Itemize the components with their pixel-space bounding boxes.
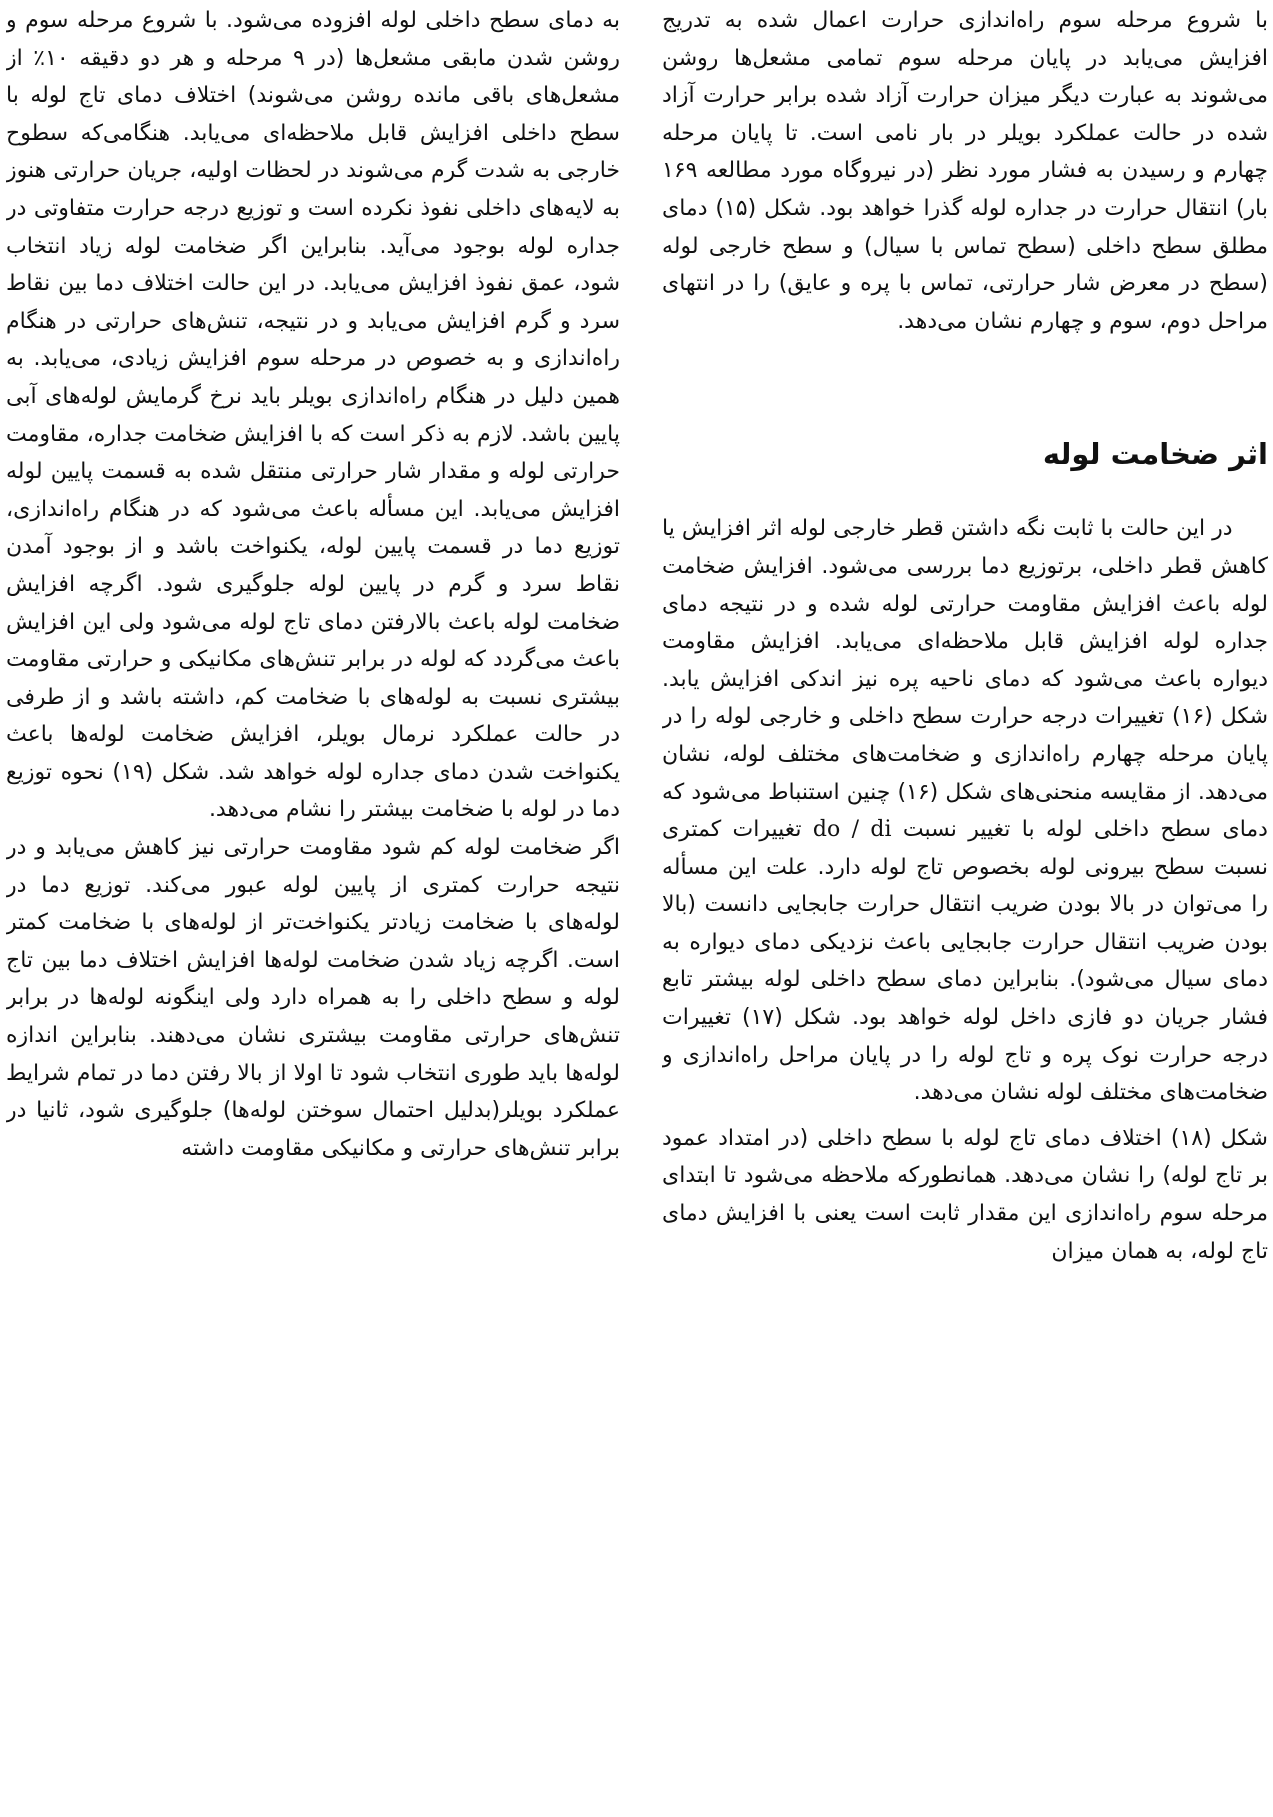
paragraph-tube-thickness-effect — [662, 510, 1268, 1112]
left-column — [6, 2, 620, 1817]
paragraph-temperature-difference: به دمای سطح داخلی لوله افزوده می‌شود. با شروع مرحله سوم و روشن شدن مابقی مشعل‌ها (در ۹ مرحله و هر دو دقیقه ۱۰٪ از مشعل‌های باقی مانده روشن می‌شوند) اختلاف دمای تاج لوله با سطح داخلی افزایش قابل ملاحظه‌ای می‌یابد. هنگامی‌که سطوح خارجی به شدت گرم می‌شوند در لحظات اولیه، جریان حرارتی هنوز به لایه‌های داخلی نفوذ نکرده است و توزیع درجه حرارت متفاوتی در جداره لوله بوجود می‌آید. بنابراین اگر ضخامت لوله زیاد انتخاب شود، عمق نفوذ افزایش می‌یابد. در این حالت اختلاف دما بین نقاط سرد و گرم افزایش می‌یابد و در نتیجه، تنش‌های حرارتی در هنگام راه‌اندازی و به خصوص در مرحله سوم افزایش زیادی، می‌یابد. به همین دلیل در هنگام راه‌اندازی بویلر باید نرخ گرمایش لوله‌های آبی پایین باشد. لازم به ذکر است که با افزایش ضخامت جداره، مقاومت حرارتی لوله و مقدار شار حرارتی منتقل شده به قسمت پایین لوله افزایش می‌یابد. این مسأله باعث می‌شود که در هنگام راه‌اندازی، توزیع دما در قسمت پایین لوله، یکنواخت باشد و از بوجود آمدن نقاط سرد و گرم در پایین لوله جلوگیری شود. اگرچه افزایش ضخامت لوله باعث بالارفتن دمای تاج لوله می‌شود ولی این افزایش باعث می‌گردد که لوله در برابر تنش‌های مکانیکی و حرارتی مقاومت بیشتری نسبت به لوله‌های با ضخامت کم، داشته باشد و از طرفی در حالت عملکرد نرمال بویلر، افزایش ضخامت لوله‌ها باعث یکنواخت شدن دمای جداره لوله خواهد شد. شکل (۱۹) نحوه توزیع دما در لوله با ضخامت بیشتر را نشام می‌دهد. — [6, 8, 620, 823]
paragraph-text: در این حالت با ثابت نگه داشتن قطر خارجی لوله اثر افزایش یا کاهش قطر داخلی، برتوزیع دما بررسی می‌شود. افزایش ضخامت لوله باعث افزایش مقاومت حرارتی لوله شده و در نتیجه دمای جداره لوله افزایش قابل ملاحظه‌ای می‌یابد. افزایش مقاومت دیواره باعث می‌شود که دمای ناحیه پره نیز اندکی افزایش یابد. شکل (۱۶) تغییرات درجه حرارت سطح داخلی و خارجی لوله را در پایان مرحله چهارم راه‌اندازی و ضخامت‌های مختلف لوله، نشان می‌دهد. از مقایسه منحنی‌های شکل (۱۶) چنین استنباط می‌شود که دمای سطح داخلی لوله با — [662, 516, 1268, 843]
paragraph-startup-stage-three: با شروع مرحله سوم راه‌اندازی حرارت اعمال شده به تدریج افزایش می‌یابد در پایان مرحله سوم تمامی مشعل‌ها روشن می‌شوند به عبارت دیگر میزان حرارت آزاد شده برابر حرارت آزاد شده در حالت عملکرد بویلر در بار نامی است. تا پایان مرحله چهارم و رسیدن به فشار مورد نظر (در نیروگاه مورد مطالعه ۱۶۹ بار) انتقال حرارت در جداره لوله گذرا خواهد بود. شکل (۱۵) دمای مطلق سطح داخلی (سطح تماس با سیال) و سطح خارجی لوله (سطح در معرض شار حرارتی، تماس با پره و عایق) را در انتهای مراحل دوم، سوم و چهارم نشان می‌دهد. — [662, 8, 1268, 334]
section-heading-tube-thickness: اثر ضخامت لوله — [1042, 437, 1268, 472]
paragraph-figure-18: شکل (۱۸) اختلاف دمای تاج لوله با سطح داخلی (در امتداد عمود بر تاج لوله) را نشان می‌دهد. همانطورکه ملاحظه می‌شود تا ابتدای مرحله سوم راه‌اندازی این مقدار ثابت است یعنی با افزایش دمای تاج لوله، به همان میزان — [662, 1125, 1268, 1264]
diameter-ratio-symbol: do / di — [812, 817, 892, 843]
right-column — [662, 2, 1268, 1817]
paragraph-text: تغییرات کمتری نسبت سطح بیرونی لوله بخصوص تاج لوله دارد. علت این مسأله را می‌توان در بالا بودن ضریب انتقال حرارت جابجایی دانست (بالا بودن ضریب انتقال حرارت جابجایی باعث نزدیکی دمای دیواره به دمای سیال می‌شود). بنابراین دمای سطح داخلی لوله بیشتر تابع فشار جریان دو فازی داخل لوله خواهد بود. شکل (۱۷) تغییرات درجه حرارت نوک پره و تاج لوله را در پایان مراحل راه‌اندازی و ضخامت‌های مختلف لوله نشان می‌دهد. — [662, 817, 1268, 1106]
paragraph-text: تغییر نسبت — [902, 817, 1011, 843]
paragraph-thin-tube-effect: اگر ضخامت لوله کم شود مقاومت حرارتی نیز کاهش می‌یابد و در نتیجه حرارت کمتری از پایین لوله عبور می‌کند. توزیع دما در لوله‌های با ضخامت زیادتر یکنواخت‌تر از لوله‌های با ضخامت کمتر است. اگرچه زیاد شدن ضخامت لوله‌ها افزایش اختلاف دما بین تاج لوله و سطح داخلی را به همراه دارد ولی اینگونه لوله‌ها در برابر تنش‌های حرارتی مقاومت بیشتری نشان می‌دهند. بنابراین اندازه لوله‌ها باید طوری انتخاب شود تا اولا از بالا رفتن دما در تمام شرایط عملکرد بویلر(بدلیل احتمال سوختن لوله‌ها) جلوگیری شود، ثانیا در برابر تنش‌های حرارتی و مکانیکی مقاومت داشته — [6, 835, 620, 1161]
